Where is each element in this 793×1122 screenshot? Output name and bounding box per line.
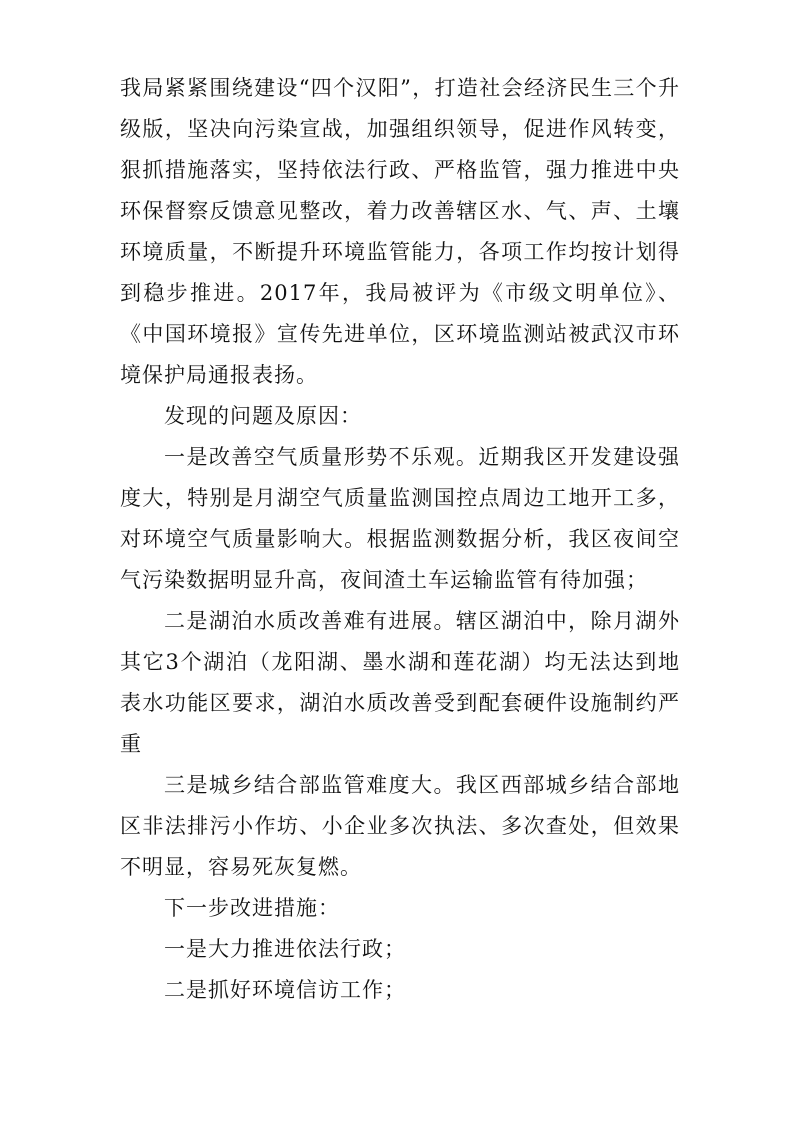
- paragraph-measure-law: 一是大力推进依法行政；: [164, 937, 406, 961]
- paragraph-problem-air: 一是改善空气质量形势不乐观。近期我区开发建设强度大，特别是月湖空气质量监测国控点周边工地开工多，对环境空气质量影响大。根据监测数据分析，我区夜间空气污染数据明显升高，夜间渣土车运输监管有待加强；: [120, 445, 680, 592]
- paragraph-measures-heading: 下一步改进措施：: [164, 896, 340, 920]
- paragraph-measure-petition: 二是抓好环境信访工作；: [164, 978, 406, 1002]
- paragraph-problems-heading: 发现的问题及原因：: [164, 404, 362, 428]
- paragraph-intro: 我局紧紧围绕建设“四个汉阳”，打造社会经济民生三个升级版，坚决向污染宣战，加强组织领导，促进作风转变，狠抓措施落实，坚持依法行政、严格监管，强力推进中央环保督察反馈意见整改，着力改善辖区水、气、声、土壤环境质量，不断提升环境监管能力，各项工作均按计划得到稳步推进。2017年，我局被评为《市级文明单位》、《中国环境报》宣传先进单位，区环境监测站被武汉市环境保护局通报表扬。: [120, 76, 680, 387]
- document-body: [120, 68, 680, 1011]
- paragraph-problem-lakes: 二是湖泊水质改善难有进展。辖区湖泊中，除月湖外其它3个湖泊（龙阳湖、墨水湖和莲花湖）均无法达到地表水功能区要求，湖泊水质改善受到配套硬件设施制约严重: [120, 609, 680, 756]
- paragraph-problem-urban-rural: 三是城乡结合部监管难度大。我区西部城乡结合部地区非法排污小作坊、小企业多次执法、多次查处，但效果不明显，容易死灰复燃。: [120, 773, 680, 879]
